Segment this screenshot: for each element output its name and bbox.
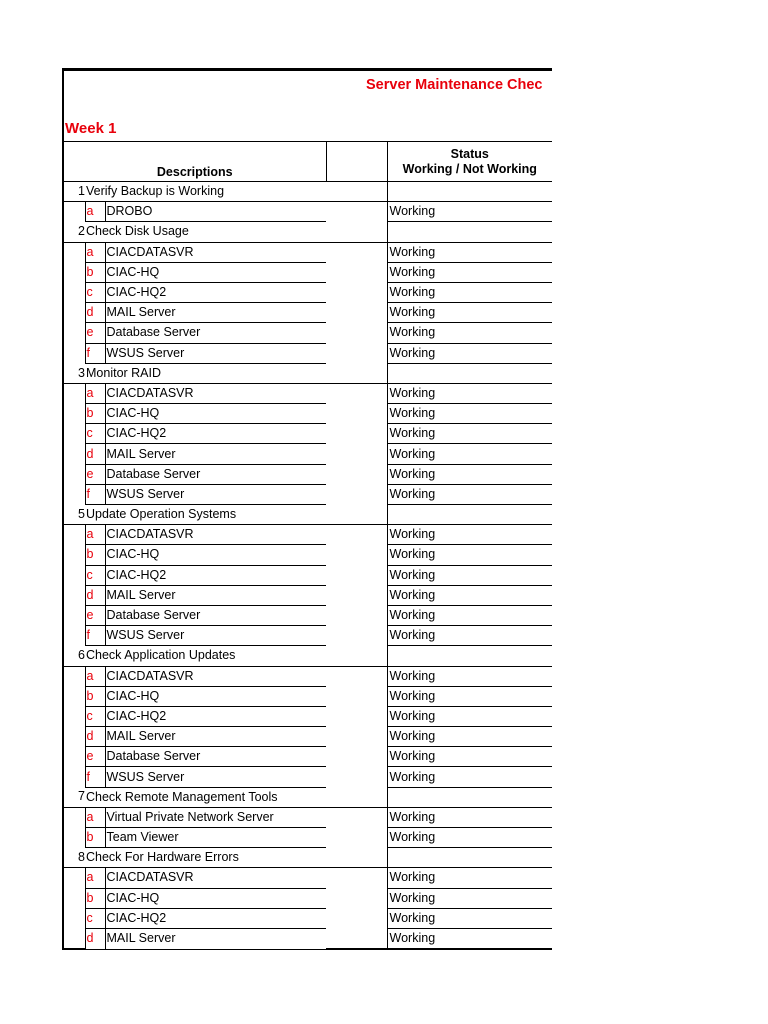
section-status	[387, 182, 552, 202]
item-name: MAIL Server	[105, 303, 326, 323]
checklist-table	[64, 141, 552, 950]
table-row	[64, 424, 552, 444]
item-status[interactable]: Working	[387, 747, 552, 767]
item-name: Database Server	[105, 464, 326, 484]
section-row	[64, 787, 552, 807]
number-cell	[64, 404, 85, 424]
item-letter: b	[85, 888, 105, 908]
item-status[interactable]: Working	[387, 585, 552, 605]
blank-cell	[326, 928, 387, 949]
item-name: CIACDATASVR	[105, 666, 326, 686]
table-row	[64, 767, 552, 787]
number-cell	[64, 545, 85, 565]
blank-cell	[326, 666, 387, 686]
item-status[interactable]: Working	[387, 626, 552, 646]
item-name: MAIL Server	[105, 585, 326, 605]
section-label: Update Operation Systems	[85, 505, 387, 525]
item-letter: f	[85, 626, 105, 646]
number-cell	[64, 464, 85, 484]
blank-cell	[326, 727, 387, 747]
blank-cell	[326, 484, 387, 504]
item-status[interactable]: Working	[387, 464, 552, 484]
status-header-line2: Working / Not Working	[402, 161, 537, 176]
item-letter: f	[85, 484, 105, 504]
item-status[interactable]: Working	[387, 565, 552, 585]
item-letter: b	[85, 686, 105, 706]
number-cell	[64, 605, 85, 625]
section-number: 2	[64, 222, 85, 242]
item-letter: a	[85, 666, 105, 686]
table-row	[64, 868, 552, 888]
number-cell	[64, 343, 85, 363]
table-row	[64, 464, 552, 484]
item-letter: a	[85, 242, 105, 262]
item-name: CIACDATASVR	[105, 383, 326, 403]
item-letter: f	[85, 343, 105, 363]
section-row	[64, 363, 552, 383]
item-letter: b	[85, 828, 105, 848]
table-row	[64, 807, 552, 827]
item-name: Team Viewer	[105, 828, 326, 848]
blank-cell	[326, 343, 387, 363]
item-status[interactable]: Working	[387, 343, 552, 363]
blank-cell	[326, 868, 387, 888]
item-letter: c	[85, 908, 105, 928]
item-name: WSUS Server	[105, 343, 326, 363]
item-status[interactable]: Working	[387, 686, 552, 706]
item-name: Database Server	[105, 605, 326, 625]
number-cell	[64, 928, 85, 949]
blank-cell	[326, 262, 387, 282]
blank-cell	[326, 444, 387, 464]
item-status[interactable]: Working	[387, 484, 552, 504]
item-status[interactable]: Working	[387, 545, 552, 565]
item-letter: e	[85, 747, 105, 767]
table-row	[64, 404, 552, 424]
section-number: 8	[64, 848, 85, 868]
item-letter: d	[85, 727, 105, 747]
table-row	[64, 828, 552, 848]
item-letter: c	[85, 565, 105, 585]
table-row	[64, 686, 552, 706]
blank-cell	[326, 464, 387, 484]
item-letter: c	[85, 424, 105, 444]
item-name: CIACDATASVR	[105, 242, 326, 262]
table-row	[64, 303, 552, 323]
item-letter: c	[85, 706, 105, 726]
number-cell	[64, 585, 85, 605]
table-row	[64, 585, 552, 605]
item-name: CIAC-HQ	[105, 262, 326, 282]
blank-cell	[326, 828, 387, 848]
maintenance-sheet	[62, 68, 552, 950]
section-number: 1	[64, 182, 85, 202]
blank-cell	[326, 424, 387, 444]
blank-cell	[326, 626, 387, 646]
blank-cell	[326, 303, 387, 323]
table-row	[64, 484, 552, 504]
item-status[interactable]: Working	[387, 424, 552, 444]
blank-cell	[326, 404, 387, 424]
table-row	[64, 605, 552, 625]
blank-cell	[326, 585, 387, 605]
number-cell	[64, 262, 85, 282]
item-letter: d	[85, 585, 105, 605]
table-row	[64, 242, 552, 262]
item-status[interactable]: Working	[387, 383, 552, 403]
number-cell	[64, 303, 85, 323]
item-status[interactable]: Working	[387, 767, 552, 787]
item-letter: d	[85, 444, 105, 464]
item-letter: a	[85, 807, 105, 827]
item-name: CIAC-HQ2	[105, 565, 326, 585]
blank-cell	[326, 888, 387, 908]
number-cell	[64, 747, 85, 767]
blank-cell	[326, 747, 387, 767]
item-name: CIAC-HQ	[105, 686, 326, 706]
number-cell	[64, 767, 85, 787]
section-row	[64, 646, 552, 666]
item-name: MAIL Server	[105, 444, 326, 464]
item-name: CIACDATASVR	[105, 525, 326, 545]
number-cell	[64, 424, 85, 444]
week-label: Week 1	[65, 120, 117, 137]
number-cell	[64, 202, 85, 222]
item-name: Virtual Private Network Server	[105, 807, 326, 827]
blank-cell	[326, 767, 387, 787]
item-letter: f	[85, 767, 105, 787]
table-row	[64, 202, 552, 222]
item-status[interactable]: Working	[387, 908, 552, 928]
number-cell	[64, 484, 85, 504]
number-cell	[64, 706, 85, 726]
item-status[interactable]: Working	[387, 323, 552, 343]
item-name: CIAC-HQ2	[105, 282, 326, 302]
blank-cell	[326, 807, 387, 827]
item-status[interactable]: Working	[387, 928, 552, 949]
section-row	[64, 505, 552, 525]
table-row	[64, 666, 552, 686]
section-row	[64, 848, 552, 868]
number-cell	[64, 444, 85, 464]
section-status	[387, 222, 552, 242]
section-status	[387, 505, 552, 525]
table-row	[64, 282, 552, 302]
descriptions-header: Descriptions	[64, 142, 326, 182]
table-row	[64, 262, 552, 282]
number-cell	[64, 908, 85, 928]
table-row	[64, 928, 552, 949]
number-cell	[64, 807, 85, 827]
number-cell	[64, 868, 85, 888]
table-row	[64, 908, 552, 928]
item-name: CIAC-HQ2	[105, 706, 326, 726]
item-status[interactable]: Working	[387, 828, 552, 848]
blank-cell	[326, 323, 387, 343]
item-letter: a	[85, 525, 105, 545]
item-name: Database Server	[105, 323, 326, 343]
item-letter: a	[85, 202, 105, 222]
item-letter: e	[85, 323, 105, 343]
section-label: Check Disk Usage	[85, 222, 387, 242]
item-status[interactable]: Working	[387, 666, 552, 686]
item-letter: c	[85, 282, 105, 302]
item-name: CIAC-HQ	[105, 545, 326, 565]
item-status[interactable]: Working	[387, 525, 552, 545]
section-row	[64, 182, 552, 202]
item-status[interactable]: Working	[387, 303, 552, 323]
blank-cell	[326, 545, 387, 565]
section-number: 5	[64, 505, 85, 525]
number-cell	[64, 828, 85, 848]
section-label: Check Remote Management Tools	[85, 787, 387, 807]
blank-cell	[326, 908, 387, 928]
item-letter: d	[85, 928, 105, 949]
blank-header	[326, 142, 387, 182]
section-status	[387, 646, 552, 666]
item-name: WSUS Server	[105, 484, 326, 504]
status-header-line1: Status	[450, 146, 489, 161]
item-status[interactable]: Working	[387, 868, 552, 888]
section-label: Verify Backup is Working	[85, 182, 387, 202]
section-label: Check Application Updates	[85, 646, 387, 666]
item-letter: a	[85, 868, 105, 888]
table-row	[64, 525, 552, 545]
table-row	[64, 444, 552, 464]
number-cell	[64, 242, 85, 262]
item-name: MAIL Server	[105, 928, 326, 949]
table-row	[64, 565, 552, 585]
item-letter: a	[85, 383, 105, 403]
table-row	[64, 545, 552, 565]
section-status	[387, 787, 552, 807]
item-name: CIACDATASVR	[105, 868, 326, 888]
item-name: Database Server	[105, 747, 326, 767]
section-status	[387, 363, 552, 383]
status-header	[387, 142, 552, 182]
item-status[interactable]: Working	[387, 888, 552, 908]
table-row	[64, 383, 552, 403]
table-row	[64, 727, 552, 747]
item-status[interactable]: Working	[387, 262, 552, 282]
item-name: CIAC-HQ2	[105, 424, 326, 444]
item-status[interactable]: Working	[387, 605, 552, 625]
section-label: Check For Hardware Errors	[85, 848, 387, 868]
header-row	[64, 142, 552, 182]
item-name: WSUS Server	[105, 767, 326, 787]
item-status[interactable]: Working	[387, 706, 552, 726]
blank-cell	[326, 242, 387, 262]
item-letter: e	[85, 605, 105, 625]
number-cell	[64, 565, 85, 585]
item-letter: b	[85, 404, 105, 424]
item-name: CIAC-HQ	[105, 888, 326, 908]
table-row	[64, 888, 552, 908]
item-letter: b	[85, 262, 105, 282]
number-cell	[64, 323, 85, 343]
number-cell	[64, 525, 85, 545]
number-cell	[64, 626, 85, 646]
item-letter: b	[85, 545, 105, 565]
blank-cell	[326, 282, 387, 302]
item-letter: e	[85, 464, 105, 484]
number-cell	[64, 666, 85, 686]
blank-cell	[326, 202, 387, 222]
item-status[interactable]: Working	[387, 202, 552, 222]
section-row	[64, 222, 552, 242]
section-number: 3	[64, 363, 85, 383]
number-cell	[64, 686, 85, 706]
item-name: CIAC-HQ2	[105, 908, 326, 928]
section-number: 6	[64, 646, 85, 666]
number-cell	[64, 888, 85, 908]
item-status[interactable]: Working	[387, 404, 552, 424]
sheet-title: Server Maintenance Chec	[366, 77, 543, 93]
item-status[interactable]: Working	[387, 242, 552, 262]
blank-cell	[326, 383, 387, 403]
blank-cell	[326, 686, 387, 706]
blank-cell	[326, 706, 387, 726]
table-row	[64, 747, 552, 767]
item-name: DROBO	[105, 202, 326, 222]
table-row	[64, 323, 552, 343]
item-status[interactable]: Working	[387, 282, 552, 302]
number-cell	[64, 727, 85, 747]
table-row	[64, 706, 552, 726]
blank-cell	[326, 565, 387, 585]
item-name: CIAC-HQ	[105, 404, 326, 424]
item-status[interactable]: Working	[387, 727, 552, 747]
item-letter: d	[85, 303, 105, 323]
table-row	[64, 343, 552, 363]
section-label: Monitor RAID	[85, 363, 387, 383]
blank-cell	[326, 525, 387, 545]
section-number: 7	[64, 787, 85, 807]
number-cell	[64, 282, 85, 302]
item-name: WSUS Server	[105, 626, 326, 646]
item-status[interactable]: Working	[387, 444, 552, 464]
item-status[interactable]: Working	[387, 807, 552, 827]
blank-cell	[326, 605, 387, 625]
number-cell	[64, 383, 85, 403]
table-row	[64, 626, 552, 646]
title-area	[64, 71, 552, 141]
section-status	[387, 848, 552, 868]
item-name: MAIL Server	[105, 727, 326, 747]
